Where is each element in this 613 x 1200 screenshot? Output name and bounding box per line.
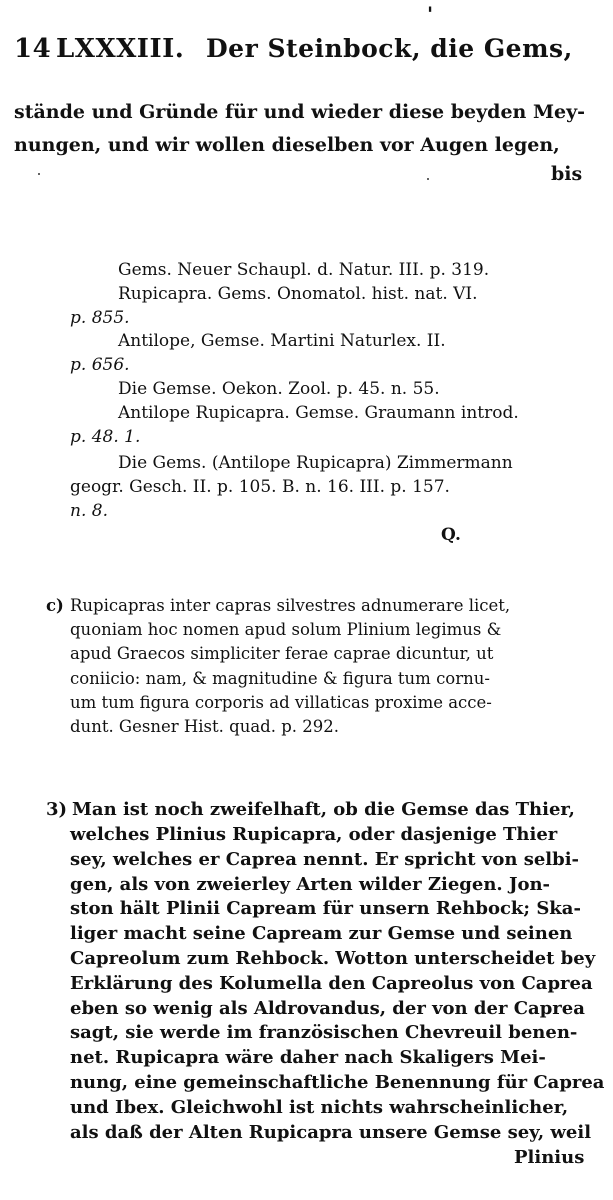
footnote-c-line: apud Graecos simpliciter ferae caprae dicuntur, ut xyxy=(70,644,494,663)
footnote-3-line: sey, welches er Caprea nennt. Er spricht von selbi- xyxy=(70,849,580,870)
page-title: Der Steinbock, die Gems, xyxy=(206,34,573,63)
reference-line: Gems. Neuer Schaupl. d. Natur. III. p. 319. xyxy=(118,260,490,280)
footnote-3-line: als daß der Alten Rupicapra unsere Gemse sey, weil xyxy=(70,1122,592,1143)
footnote-3-line: Capreolum zum Rehbock. Wotton unterscheidet bey xyxy=(70,948,596,969)
footnote-3-line: welches Plinius Rupicapra, oder dasjenige Thier xyxy=(70,824,558,845)
top-mark: ' xyxy=(427,2,434,26)
footnote-3-line: sagt, sie werde im französischen Chevreuil benen- xyxy=(70,1022,578,1043)
footnote-c-marker: c) xyxy=(46,596,64,615)
footnote-c-line: quoniam hoc nomen apud solum Plinium legimus & xyxy=(70,620,502,639)
chapter-number: LXXXIII. xyxy=(56,34,185,64)
body-line-1: stände und Gründe für und wieder diese beyden Mey- xyxy=(14,101,586,123)
footnote-3-line: Erklärung des Kolumella den Capreolus von Caprea xyxy=(70,973,593,994)
footnote-c-line: dunt. Gesner Hist. quad. p. 292. xyxy=(70,717,339,736)
reference-line: p. 48. 1. xyxy=(70,427,141,447)
reference-line: Rupicapra. Gems. Onomatol. hist. nat. VI. xyxy=(118,284,478,304)
reference-line: Die Gems. (Antilope Rupicapra) Zimmermann xyxy=(118,453,513,473)
reference-line: geogr. Gesch. II. p. 105. B. n. 16. III. p. 157. xyxy=(70,477,450,497)
reference-signature: Q. xyxy=(441,525,461,545)
reference-line: Antilope, Gemse. Martini Naturlex. II. xyxy=(118,331,446,351)
body-line-2: nungen, und wir wollen dieselben vor Augen legen, xyxy=(14,134,560,156)
footnote-3-line: gen, als von zweierley Arten wilder Ziegen. Jon- xyxy=(70,874,551,895)
reference-line: Antilope Rupicapra. Gemse. Graumann introd. xyxy=(118,403,519,423)
footnote-3-line: Plinius xyxy=(514,1147,585,1168)
footnote-3-marker: 3) xyxy=(46,799,68,820)
footnote-3-line: Man ist noch zweifelhaft, ob die Gemse das Thier, xyxy=(72,799,575,820)
reference-line: Die Gemse. Oekon. Zool. p. 45. n. 55. xyxy=(118,379,440,399)
page-number: 14 xyxy=(14,34,52,64)
footnote-3-line: ston hält Plinii Capream für unsern Rehbock; Ska- xyxy=(70,898,581,919)
reference-line: p. 855. xyxy=(70,308,130,328)
footnote-3-line: liger macht seine Capream zur Gemse und seinen xyxy=(70,923,573,944)
print-speck xyxy=(38,173,40,175)
body-line-3: bis xyxy=(551,163,583,185)
footnote-3-line: und Ibex. Gleichwohl ist nichts wahrscheinlicher, xyxy=(70,1097,569,1118)
footnote-3-line: eben so wenig als Aldrovandus, der von der Caprea xyxy=(70,998,585,1019)
footnote-c-line: um tum figura corporis ad villaticas proxime acce- xyxy=(70,693,492,712)
footnote-3-line: net. Rupicapra wäre daher nach Skaligers Mei- xyxy=(70,1047,546,1068)
footnote-c-line: Rupicapras inter capras silvestres adnumerare licet, xyxy=(70,596,511,615)
footnote-c-line: coniicio: nam, & magnitudine & figura tum cornu- xyxy=(70,669,490,688)
reference-line: n. 8. xyxy=(70,501,108,521)
footnote-3-line: nung, eine gemeinschaftliche Benennung für Caprea xyxy=(70,1072,605,1093)
reference-line: p. 656. xyxy=(70,355,130,375)
print-speck xyxy=(427,178,429,180)
